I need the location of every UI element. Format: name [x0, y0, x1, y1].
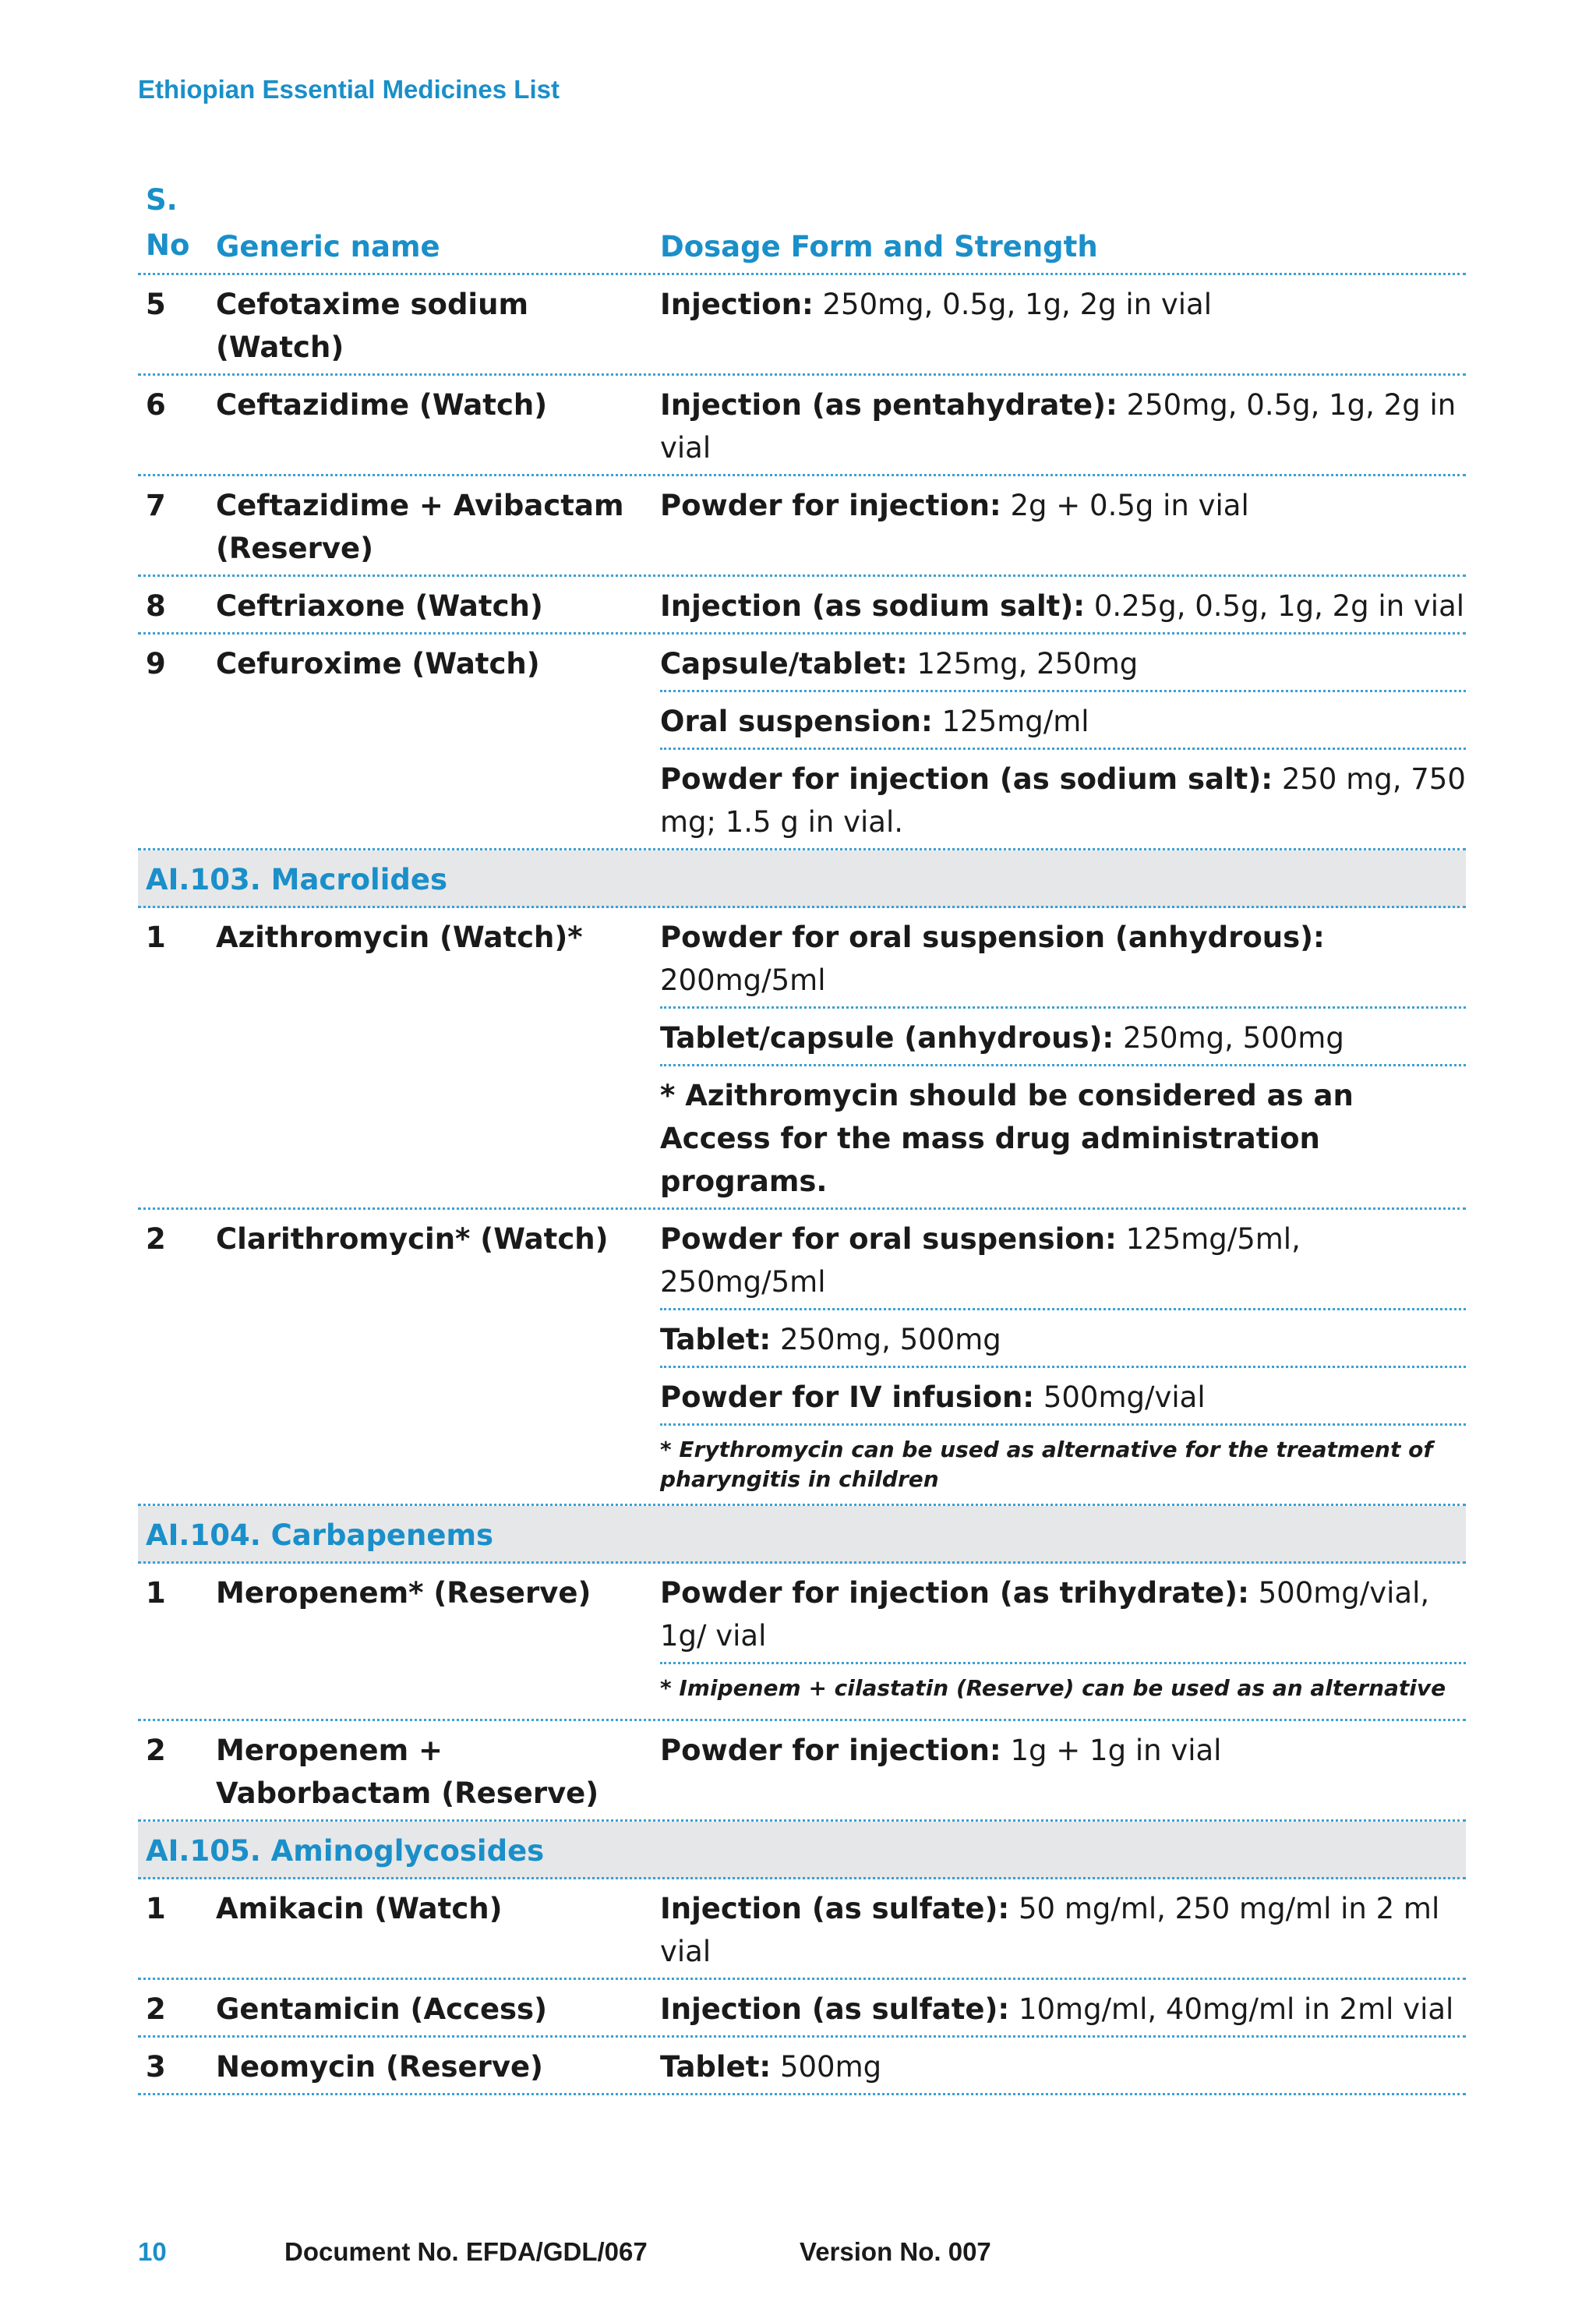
dosage-entry: Tablet/capsule (anhydrous): 250mg, 500mg: [660, 1009, 1466, 1066]
generic-name-header: Generic name: [216, 230, 440, 263]
dosage-cell: [660, 476, 1466, 574]
dosage-entry: Powder for injection (as sodium salt): 250 mg, 750 mg; 1.5 g in vial.: [660, 762, 1466, 839]
dosage-entry: Powder for oral suspension: 125mg/5ml, 250mg/5ml: [660, 1210, 1466, 1310]
section-heading-macrolides: AI.103. Macrolides: [138, 850, 1466, 908]
row-number: 2: [146, 1734, 166, 1767]
row-number: 8: [146, 589, 166, 623]
dosage-cell: [660, 2038, 1466, 2093]
row-number: 1: [146, 1892, 166, 1925]
document-number: Document No. EFDA/GDL/067: [284, 2237, 648, 2266]
row-number: 1: [146, 1576, 166, 1610]
dosage-cell: [660, 1564, 1466, 1719]
page-number: 10: [138, 2237, 167, 2266]
dosage-cell: [660, 577, 1466, 632]
dosage-entry: Powder for oral suspension (anhydrous): 200mg/5ml: [660, 908, 1466, 1009]
row-number: 3: [146, 2050, 166, 2084]
table-row: [138, 376, 1466, 476]
table-row: [138, 1721, 1466, 1822]
generic-name: Cefotaxime sodium (Watch): [216, 288, 529, 364]
generic-name: Clarithromycin* (Watch): [216, 1222, 609, 1256]
dosage-entry: Powder for injection: 1g + 1g in vial: [660, 1734, 1222, 1767]
version-number: Version No. 007: [800, 2237, 991, 2266]
row-number: 2: [146, 1992, 166, 2026]
generic-name: Gentamicin (Access): [216, 1992, 547, 2026]
dosage-entry: Capsule/tablet: 125mg, 250mg: [660, 635, 1466, 692]
table-header-row: [138, 170, 1466, 275]
generic-name: Ceftriaxone (Watch): [216, 589, 543, 623]
dosage-cell: [660, 1879, 1466, 1978]
dosage-entry: Injection (as sulfate): 10mg/ml, 40mg/ml in 2ml vial: [660, 1992, 1454, 2026]
dosage-entry: Oral suspension: 125mg/ml: [660, 692, 1466, 750]
dosage-cell: [660, 635, 1466, 848]
table-row: [138, 1564, 1466, 1721]
dosage-entry: Powder for injection (as trihydrate): 500mg/vial, 1g/ vial: [660, 1564, 1466, 1664]
table-row: [138, 577, 1466, 635]
dosage-note: * Imipenem + cilastatin (Reserve) can be used as an alternative: [660, 1675, 1446, 1701]
dosage-entry: Tablet: 500mg: [660, 2050, 882, 2084]
dosage-cell: [660, 1721, 1466, 1819]
generic-name: Amikacin (Watch): [216, 1892, 503, 1925]
medicines-table: [138, 170, 1466, 2095]
dosage-entry: Tablet: 250mg, 500mg: [660, 1310, 1466, 1368]
dosage-entry: Powder for injection: 2g + 0.5g in vial: [660, 489, 1249, 522]
dosage-entry: Injection: 250mg, 0.5g, 1g, 2g in vial: [660, 288, 1212, 321]
generic-name: Cefuroxime (Watch): [216, 647, 540, 681]
dosage-entry: Injection (as pentahydrate): 250mg, 0.5g, 1g, 2g in vial: [660, 388, 1457, 465]
row-number: 6: [146, 388, 166, 422]
generic-name: Ceftazidime (Watch): [216, 388, 548, 422]
generic-name: Meropenem + Vaborbactam (Reserve): [216, 1734, 599, 1810]
dosage-cell: [660, 908, 1466, 1207]
row-number: 2: [146, 1222, 166, 1256]
row-number: 1: [146, 921, 166, 954]
dosage-note: * Erythromycin can be used as alternative for the treatment of pharyngitis in children: [660, 1437, 1433, 1492]
dosage-note: * Azithromycin should be considered as an Access for the mass drug administration programs.: [660, 1079, 1354, 1198]
row-number: 5: [146, 288, 166, 321]
dosage-entry: Powder for IV infusion: 500mg/vial: [660, 1368, 1466, 1426]
section-heading-aminoglycosides: AI.105. Aminoglycosides: [138, 1822, 1466, 1879]
table-row: [138, 476, 1466, 577]
table-row: [138, 275, 1466, 376]
dosage-entry: Injection (as sodium salt): 0.25g, 0.5g, 1g, 2g in vial: [660, 589, 1465, 623]
dosage-header: Dosage Form and Strength: [660, 230, 1098, 263]
table-row: [138, 1210, 1466, 1506]
dosage-cell: [660, 376, 1466, 474]
generic-name: Meropenem* (Reserve): [216, 1576, 591, 1610]
row-number: 7: [146, 489, 166, 522]
table-row: [138, 1980, 1466, 2038]
sno-header: S. No: [146, 183, 190, 262]
generic-name: Azithromycin (Watch)*: [216, 921, 583, 954]
table-row: [138, 908, 1466, 1210]
dosage-cell: [660, 1210, 1466, 1504]
table-row: [138, 635, 1466, 850]
section-heading-carbapenems: AI.104. Carbapenems: [138, 1506, 1466, 1564]
dosage-cell: [660, 275, 1466, 373]
table-row: [138, 1879, 1466, 1980]
table-row: [138, 2038, 1466, 2095]
dosage-cell: [660, 1980, 1466, 2035]
generic-name: Ceftazidime + Avibactam (Reserve): [216, 489, 624, 565]
dosage-entry: Injection (as sulfate): 50 mg/ml, 250 mg/ml in 2 ml vial: [660, 1892, 1440, 1968]
running-header: Ethiopian Essential Medicines List: [138, 75, 560, 104]
generic-name: Neomycin (Reserve): [216, 2050, 543, 2084]
row-number: 9: [146, 647, 166, 681]
